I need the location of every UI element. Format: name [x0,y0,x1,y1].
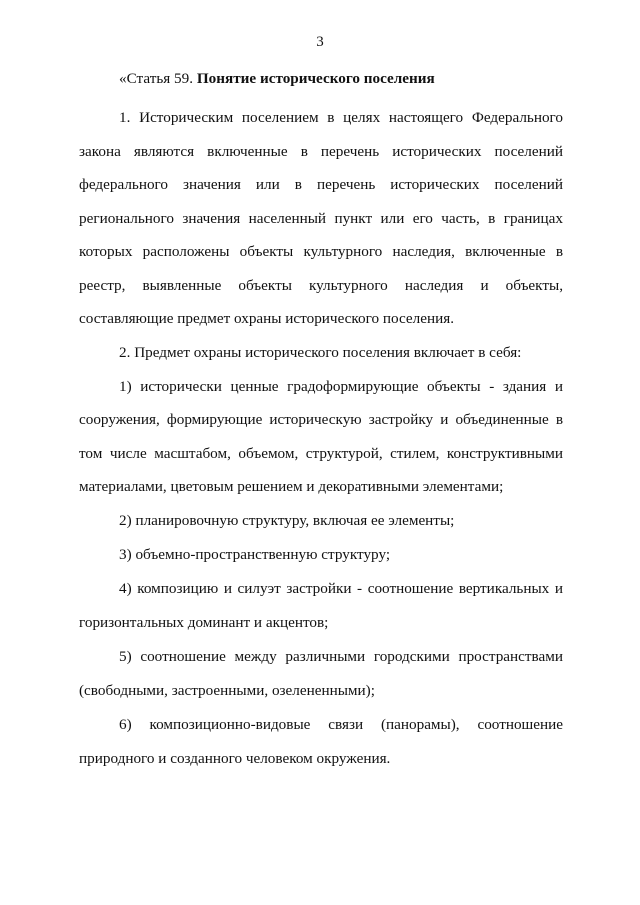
article-heading [79,68,563,101]
paragraph-2: 2. Предмет охраны исторического поселения включает в себя: [119,343,522,361]
article-heading-prefix: «Статья 59. [119,70,197,87]
list-item-2: 2) планировочную структуру, включая ее элементы; [119,511,455,529]
article-body [79,68,563,776]
list-item-5: 5) соотношение между различными городскими пространствами (свободными, застроенными, озелененными); [79,647,563,699]
paragraph-1: 1. Историческим поселением в целях настоящего Федерального закона являются включенные в перечень исторических поселений федерального значения или в перечень исторических поселений регионального значения населенный пункт или его часть, в границах которых расположены объекты культурного наследия, включенные в реестр, выявленные объекты культурного наследия и объекты, составляющие предмет охраны исторического поселения. [79,109,563,327]
list-item-1: 1) исторически ценные градоформирующие объекты - здания и сооружения, формирующие историческую застройку и объединенные в том числе масштабом, объемом, структурой, стилем, конструктивными материалами, цветовым решением и декоративными элементами; [79,377,563,495]
list-item-3: 3) объемно-пространственную структуру; [119,545,391,563]
article-heading-title: Понятие исторического поселения [196,70,435,87]
list-item-6: 6) композиционно-видовые связи (панорамы), соотношение природного и созданного человеком окружения. [79,715,563,767]
list-item-4: 4) композицию и силуэт застройки - соотношение вертикальных и горизонтальных доминант и акцентов; [79,579,563,631]
page-number: 3 [316,34,324,50]
